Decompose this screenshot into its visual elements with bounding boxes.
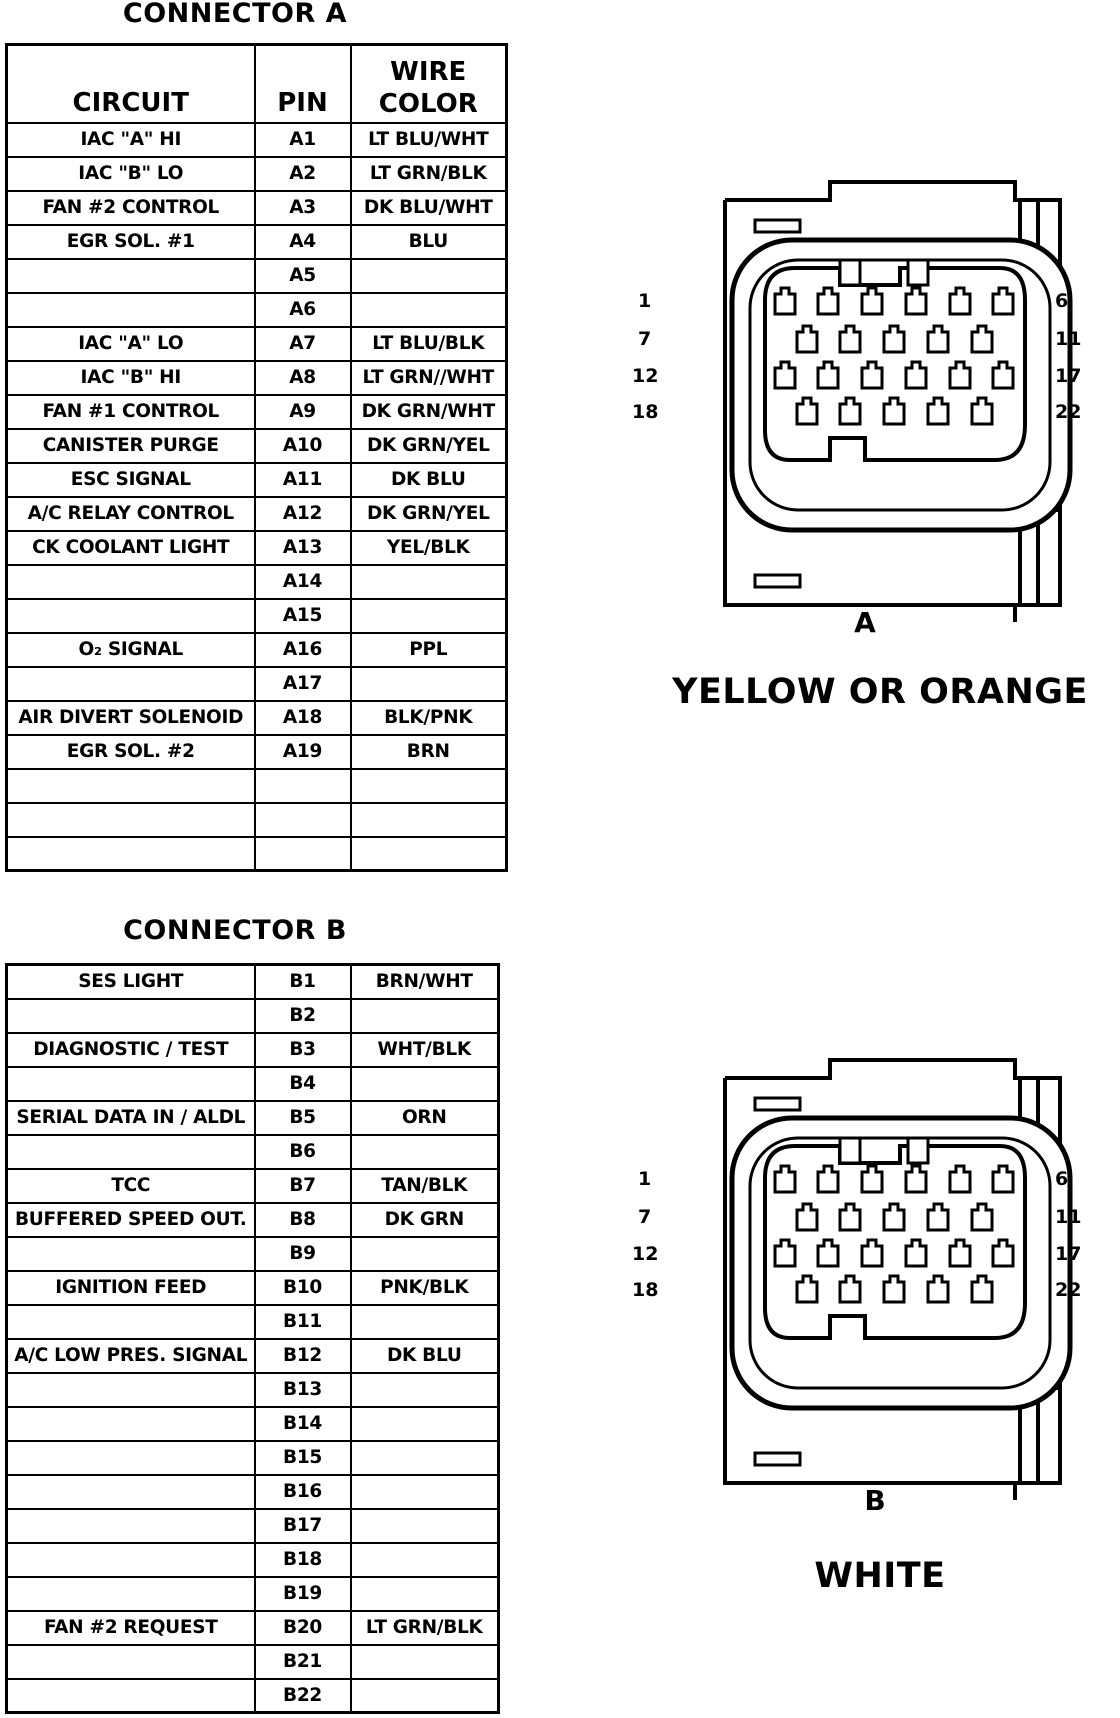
table-row [7, 803, 507, 837]
wire-color-cell: DK GRN [351, 1203, 499, 1237]
table-row [7, 497, 507, 531]
pin-cell: B11 [255, 1305, 351, 1339]
circuit-cell [7, 1543, 255, 1577]
wire-color-cell: BRN/WHT [351, 965, 499, 999]
wire-color-cell: DK GRN/YEL [351, 497, 507, 531]
table-row [7, 1441, 499, 1475]
wire-color-cell: ORN [351, 1101, 499, 1135]
circuit-cell: BUFFERED SPEED OUT. [7, 1203, 255, 1237]
circuit-cell: DIAGNOSTIC / TEST [7, 1033, 255, 1067]
circuit-cell [7, 837, 255, 871]
wire-color-cell: YEL/BLK [351, 531, 507, 565]
pin-cell: B14 [255, 1407, 351, 1441]
pin-cell: A12 [255, 497, 351, 531]
circuit-cell [7, 1135, 255, 1169]
connector-b-title: CONNECTOR B [123, 915, 347, 946]
wire-color-cell: DK BLU/WHT [351, 191, 507, 225]
pin-cell: A8 [255, 361, 351, 395]
wire-color-cell: WHT/BLK [351, 1033, 499, 1067]
circuit-cell: FAN #2 CONTROL [7, 191, 255, 225]
wire-color-cell [351, 599, 507, 633]
circuit-cell [7, 1305, 255, 1339]
circuit-cell: IAC "A" HI [7, 123, 255, 157]
pin-number-label: 22 [1055, 1279, 1082, 1301]
connector-b-rows [7, 965, 499, 1713]
pin-number-label: 7 [638, 328, 652, 350]
connector-a-rows [7, 123, 507, 871]
header-pin: PIN [255, 45, 351, 123]
wire-color-cell [351, 1679, 499, 1713]
pin-cell: B3 [255, 1033, 351, 1067]
connector-b-diagram [632, 1058, 1082, 1498]
pin-cell: B5 [255, 1101, 351, 1135]
pin-cell: A19 [255, 735, 351, 769]
wire-color-cell [351, 1305, 499, 1339]
table-row [7, 361, 507, 395]
pin-number-label: 22 [1055, 401, 1082, 423]
circuit-cell [7, 803, 255, 837]
circuit-cell: IGNITION FEED [7, 1271, 255, 1305]
pin-cell: A2 [255, 157, 351, 191]
connector-outline [632, 180, 1082, 620]
circuit-cell [7, 1679, 255, 1713]
wire-color-cell: PPL [351, 633, 507, 667]
circuit-cell: ESC SIGNAL [7, 463, 255, 497]
circuit-cell: O₂ SIGNAL [7, 633, 255, 667]
circuit-cell: SERIAL DATA IN / ALDL [7, 1101, 255, 1135]
wire-color-cell [351, 1237, 499, 1271]
table-row [7, 599, 507, 633]
header-wire-color: WIRE COLOR [351, 45, 507, 123]
pin-cell: A1 [255, 123, 351, 157]
connector-b-table [5, 963, 500, 1714]
table-row [7, 1509, 499, 1543]
table-row [7, 667, 507, 701]
circuit-cell: IAC "A" LO [7, 327, 255, 361]
wire-color-cell: LT GRN/BLK [351, 157, 507, 191]
table-row [7, 1033, 499, 1067]
circuit-cell: SES LIGHT [7, 965, 255, 999]
pin-number-label: 12 [632, 1243, 659, 1265]
wire-color-cell: LT GRN/BLK [351, 1611, 499, 1645]
circuit-cell [7, 999, 255, 1033]
circuit-cell: CANISTER PURGE [7, 429, 255, 463]
circuit-cell [7, 1067, 255, 1101]
table-row [7, 1679, 499, 1713]
wire-color-cell: DK GRN/WHT [351, 395, 507, 429]
wire-color-cell [351, 1577, 499, 1611]
pin-cell: A5 [255, 259, 351, 293]
pin-number-label: 17 [1055, 365, 1082, 387]
wire-color-cell: PNK/BLK [351, 1271, 499, 1305]
connector-b-letter: B [864, 1484, 886, 1517]
table-row [7, 1475, 499, 1509]
pin-number-label: 11 [1055, 1206, 1082, 1228]
pin-cell: B6 [255, 1135, 351, 1169]
table-row [7, 735, 507, 769]
table-row [7, 463, 507, 497]
pin-cell [255, 837, 351, 871]
wire-color-cell: LT GRN//WHT [351, 361, 507, 395]
table-row [7, 1135, 499, 1169]
table-row [7, 1305, 499, 1339]
table-row [7, 1237, 499, 1271]
pin-number-label: 18 [632, 1279, 659, 1301]
wire-color-cell [351, 565, 507, 599]
table-row [7, 1067, 499, 1101]
circuit-cell: AIR DIVERT SOLENOID [7, 701, 255, 735]
slot-bottom [755, 575, 800, 587]
circuit-cell [7, 565, 255, 599]
pin-cell: B8 [255, 1203, 351, 1237]
table-row [7, 565, 507, 599]
circuit-cell: EGR SOL. #1 [7, 225, 255, 259]
wire-color-cell: TAN/BLK [351, 1169, 499, 1203]
table-row [7, 1577, 499, 1611]
pin-cell: B15 [255, 1441, 351, 1475]
pin-cell: B16 [255, 1475, 351, 1509]
circuit-cell: IAC "B" LO [7, 157, 255, 191]
circuit-cell: IAC "B" HI [7, 361, 255, 395]
wire-color-cell: BLU [351, 225, 507, 259]
pin-number-label: 18 [632, 401, 659, 423]
slot-top [755, 1098, 800, 1110]
pin-cell: B21 [255, 1645, 351, 1679]
table-row [7, 1407, 499, 1441]
wire-color-cell [351, 1373, 499, 1407]
pin-number-label: 12 [632, 365, 659, 387]
table-row [7, 1543, 499, 1577]
pin-cell: A13 [255, 531, 351, 565]
pin-cell: A6 [255, 293, 351, 327]
circuit-cell: FAN #2 REQUEST [7, 1611, 255, 1645]
pin-cell: B2 [255, 999, 351, 1033]
key-notch-left [840, 260, 860, 285]
circuit-cell: A/C RELAY CONTROL [7, 497, 255, 531]
circuit-cell [7, 259, 255, 293]
table-row [7, 1169, 499, 1203]
circuit-cell: CK COOLANT LIGHT [7, 531, 255, 565]
wire-color-cell: DK BLU [351, 463, 507, 497]
wire-color-cell [351, 1509, 499, 1543]
table-row [7, 999, 499, 1033]
table-row [7, 1203, 499, 1237]
table-row [7, 395, 507, 429]
table-row [7, 225, 507, 259]
connector-a-color-label: YELLOW OR ORANGE [672, 672, 1088, 712]
key-notch-right [908, 1138, 928, 1163]
pin-cell: A14 [255, 565, 351, 599]
connector-outline [632, 1058, 1082, 1498]
pin-cell: B18 [255, 1543, 351, 1577]
wire-color-cell [351, 837, 507, 871]
circuit-cell [7, 1645, 255, 1679]
wire-color-cell [351, 259, 507, 293]
circuit-cell [7, 1577, 255, 1611]
slot-bottom [755, 1453, 800, 1465]
table-row [7, 429, 507, 463]
wire-color-cell [351, 1441, 499, 1475]
circuit-cell [7, 1407, 255, 1441]
table-row [7, 1611, 499, 1645]
pin-cell: A15 [255, 599, 351, 633]
wire-color-cell: BLK/PNK [351, 701, 507, 735]
pin-number-label: 7 [638, 1206, 652, 1228]
circuit-cell [7, 1509, 255, 1543]
wire-color-cell [351, 803, 507, 837]
wire-color-cell [351, 1407, 499, 1441]
circuit-cell [7, 1441, 255, 1475]
table-row [7, 157, 507, 191]
table-row [7, 191, 507, 225]
pin-cell [255, 803, 351, 837]
pin-cell: B9 [255, 1237, 351, 1271]
circuit-cell [7, 769, 255, 803]
pin-cell: B12 [255, 1339, 351, 1373]
wire-color-cell [351, 1067, 499, 1101]
pin-number-label: 11 [1055, 328, 1082, 350]
pin-number-label: 17 [1055, 1243, 1082, 1265]
connector-a-table [5, 43, 508, 872]
wire-color-cell [351, 769, 507, 803]
header-circuit: CIRCUIT [7, 45, 255, 123]
circuit-cell: FAN #1 CONTROL [7, 395, 255, 429]
wire-color-cell [351, 293, 507, 327]
pin-cell: B13 [255, 1373, 351, 1407]
table-row [7, 701, 507, 735]
wire-color-cell [351, 1645, 499, 1679]
wire-color-cell: BRN [351, 735, 507, 769]
table-row [7, 837, 507, 871]
table-row [7, 1271, 499, 1305]
table-row [7, 965, 499, 999]
pin-number-label: 6 [1055, 1168, 1069, 1190]
table-row [7, 633, 507, 667]
key-notch-left [840, 1138, 860, 1163]
pin-number-label: 1 [638, 1168, 652, 1190]
pin-cell: A10 [255, 429, 351, 463]
connector-b-color-label: WHITE [814, 1556, 946, 1596]
table-row [7, 259, 507, 293]
table-row [7, 1339, 499, 1373]
wire-color-cell [351, 667, 507, 701]
pin-cell: A17 [255, 667, 351, 701]
pin-cell: A7 [255, 327, 351, 361]
pin-cell: B4 [255, 1067, 351, 1101]
circuit-cell [7, 599, 255, 633]
slot-top [755, 220, 800, 232]
circuit-cell: TCC [7, 1169, 255, 1203]
wire-color-cell: LT BLU/BLK [351, 327, 507, 361]
wire-color-cell [351, 999, 499, 1033]
circuit-cell: A/C LOW PRES. SIGNAL [7, 1339, 255, 1373]
circuit-cell [7, 293, 255, 327]
pin-cell: B10 [255, 1271, 351, 1305]
pin-cell: A11 [255, 463, 351, 497]
table-row [7, 293, 507, 327]
pin-cell: A18 [255, 701, 351, 735]
pin-number-label: 1 [638, 290, 652, 312]
pin-cell: B17 [255, 1509, 351, 1543]
circuit-cell: EGR SOL. #2 [7, 735, 255, 769]
pin-cell: A16 [255, 633, 351, 667]
connector-a-title: CONNECTOR A [122, 0, 348, 29]
circuit-cell [7, 667, 255, 701]
circuit-cell [7, 1373, 255, 1407]
pin-cell [255, 769, 351, 803]
wire-color-cell: LT BLU/WHT [351, 123, 507, 157]
pin-cell: B20 [255, 1611, 351, 1645]
table-row [7, 1101, 499, 1135]
table-row [7, 1373, 499, 1407]
circuit-cell [7, 1475, 255, 1509]
table-row [7, 531, 507, 565]
pin-cell: A3 [255, 191, 351, 225]
wire-color-cell [351, 1135, 499, 1169]
pin-cell: B1 [255, 965, 351, 999]
pin-cell: B22 [255, 1679, 351, 1713]
table-row [7, 123, 507, 157]
table-row [7, 769, 507, 803]
table-row [7, 327, 507, 361]
pin-cell: B19 [255, 1577, 351, 1611]
wire-color-cell [351, 1543, 499, 1577]
circuit-cell [7, 1237, 255, 1271]
wire-color-cell: DK GRN/YEL [351, 429, 507, 463]
connector-a-letter: A [854, 606, 876, 639]
pin-number-label: 6 [1055, 290, 1069, 312]
connector-a-diagram [632, 180, 1082, 620]
pin-cell: A4 [255, 225, 351, 259]
pin-cell: B7 [255, 1169, 351, 1203]
wire-color-cell: DK BLU [351, 1339, 499, 1373]
wire-color-cell [351, 1475, 499, 1509]
table-row [7, 1645, 499, 1679]
pin-cell: A9 [255, 395, 351, 429]
key-notch-right [908, 260, 928, 285]
